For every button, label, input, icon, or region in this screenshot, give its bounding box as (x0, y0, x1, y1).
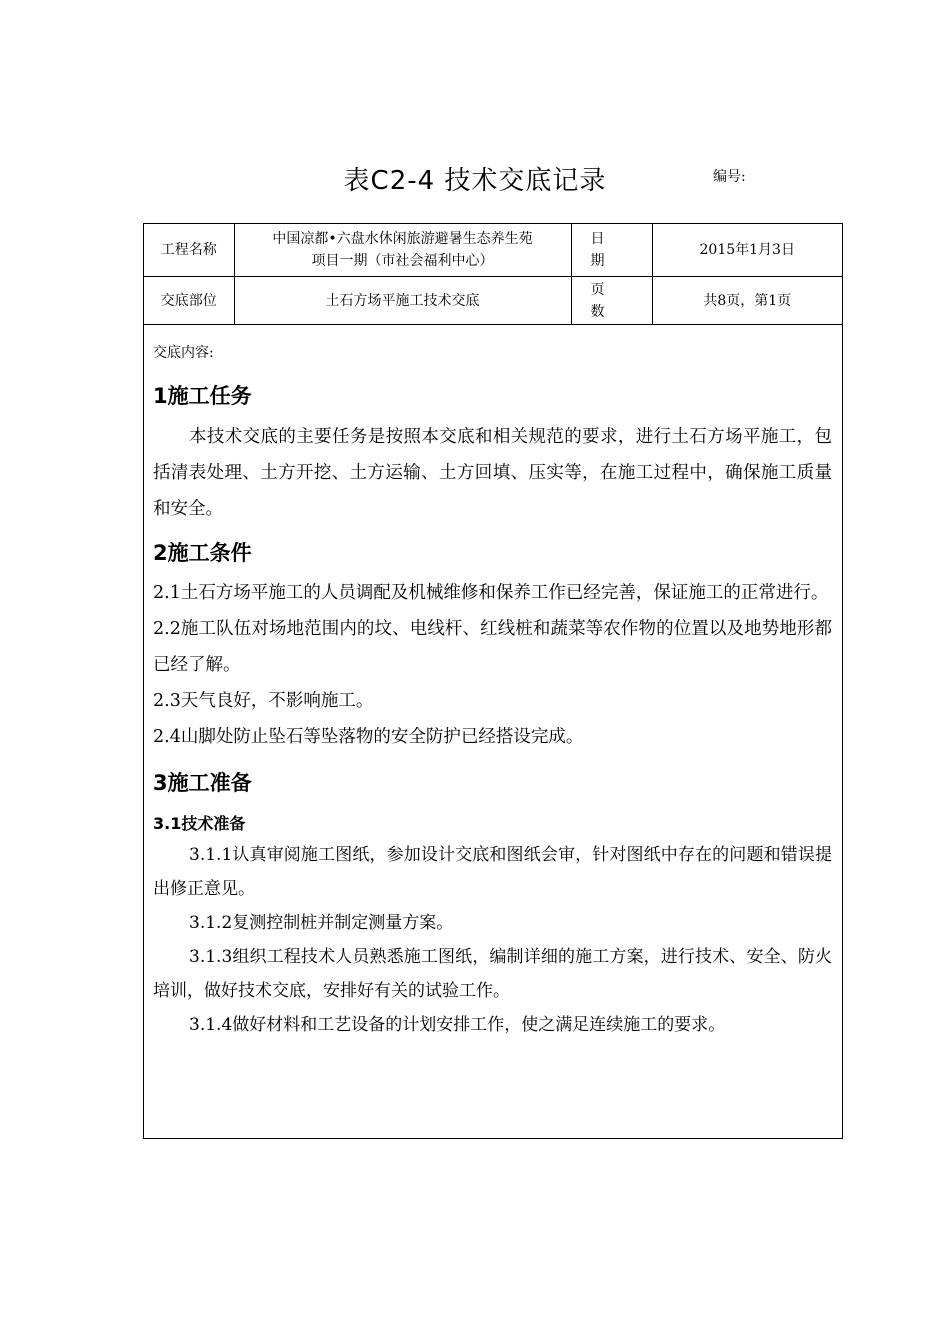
section-3-1-4: 3.1.4做好材料和工艺设备的计划安排工作，使之满足连续施工的要求。 (189, 1015, 726, 1035)
section-2-item-1: 2.1土石方场平施工的人员调配及机械维修和保养工作已经完善，保证施工的正常进行。 (153, 583, 829, 603)
page-count-label: 页数 (590, 281, 633, 320)
project-name-line2: 项目一期（市社会福利中心） (311, 253, 494, 269)
section-3-1-heading: 3.1技术准备 (153, 814, 246, 833)
section-2-item-4: 2.4山脚处防止坠石等坠落物的安全防护已经搭设完成。 (153, 727, 584, 747)
handover-part-label: 交底部位 (144, 277, 234, 325)
document-title: 表C2-4 技术交底记录 (343, 166, 607, 196)
record-sheet (143, 223, 843, 1139)
section-2-heading: 2施工条件 (153, 541, 252, 565)
date-label: 日期 (590, 231, 633, 269)
project-name-value (234, 224, 571, 277)
content-intro-label: 交底内容: (153, 345, 214, 361)
handover-content (144, 342, 842, 1042)
info-table (144, 224, 842, 325)
section-1-paragraph: 本技术交底的主要任务是按照本交底和相关规范的要求，进行土石方场平施工，包括清表处理、土方开挖、土方运输、土方回填、压实等，在施工过程中，确保施工质量和安全。 (153, 427, 832, 519)
page-count-value: 共8页，第1页 (652, 277, 842, 325)
section-3-1-3: 3.1.3组织工程技术人员熟悉施工图纸，编制详细的施工方案，进行技术、安全、防火培训，做好技术交底，安排好有关的试验工作。 (153, 947, 832, 1001)
section-1-heading: 1施工任务 (153, 384, 252, 408)
section-3-1-1: 3.1.1认真审阅施工图纸，参加设计交底和图纸会审，针对图纸中存在的问题和错误提出修正意见。 (153, 845, 832, 899)
section-3-1-2: 3.1.2复测控制桩并制定测量方案。 (189, 913, 454, 933)
date-value: 2015年1月3日 (652, 224, 842, 277)
handover-part-value: 土石方场平施工技术交底 (234, 277, 571, 325)
section-2-item-3: 2.3天气良好，不影响施工。 (153, 691, 374, 711)
section-3-heading: 3施工准备 (153, 771, 252, 795)
project-name-line1: 中国凉都•六盘水休闲旅游避暑生态养生苑 (272, 231, 533, 247)
project-name-label: 工程名称 (144, 224, 234, 277)
section-2-item-2: 2.2施工队伍对场地范围内的坟、电线杆、红线桩和蔬菜等农作物的位置以及地势地形都已经了解。 (153, 619, 832, 675)
serial-number-label: 编号: (713, 169, 746, 185)
